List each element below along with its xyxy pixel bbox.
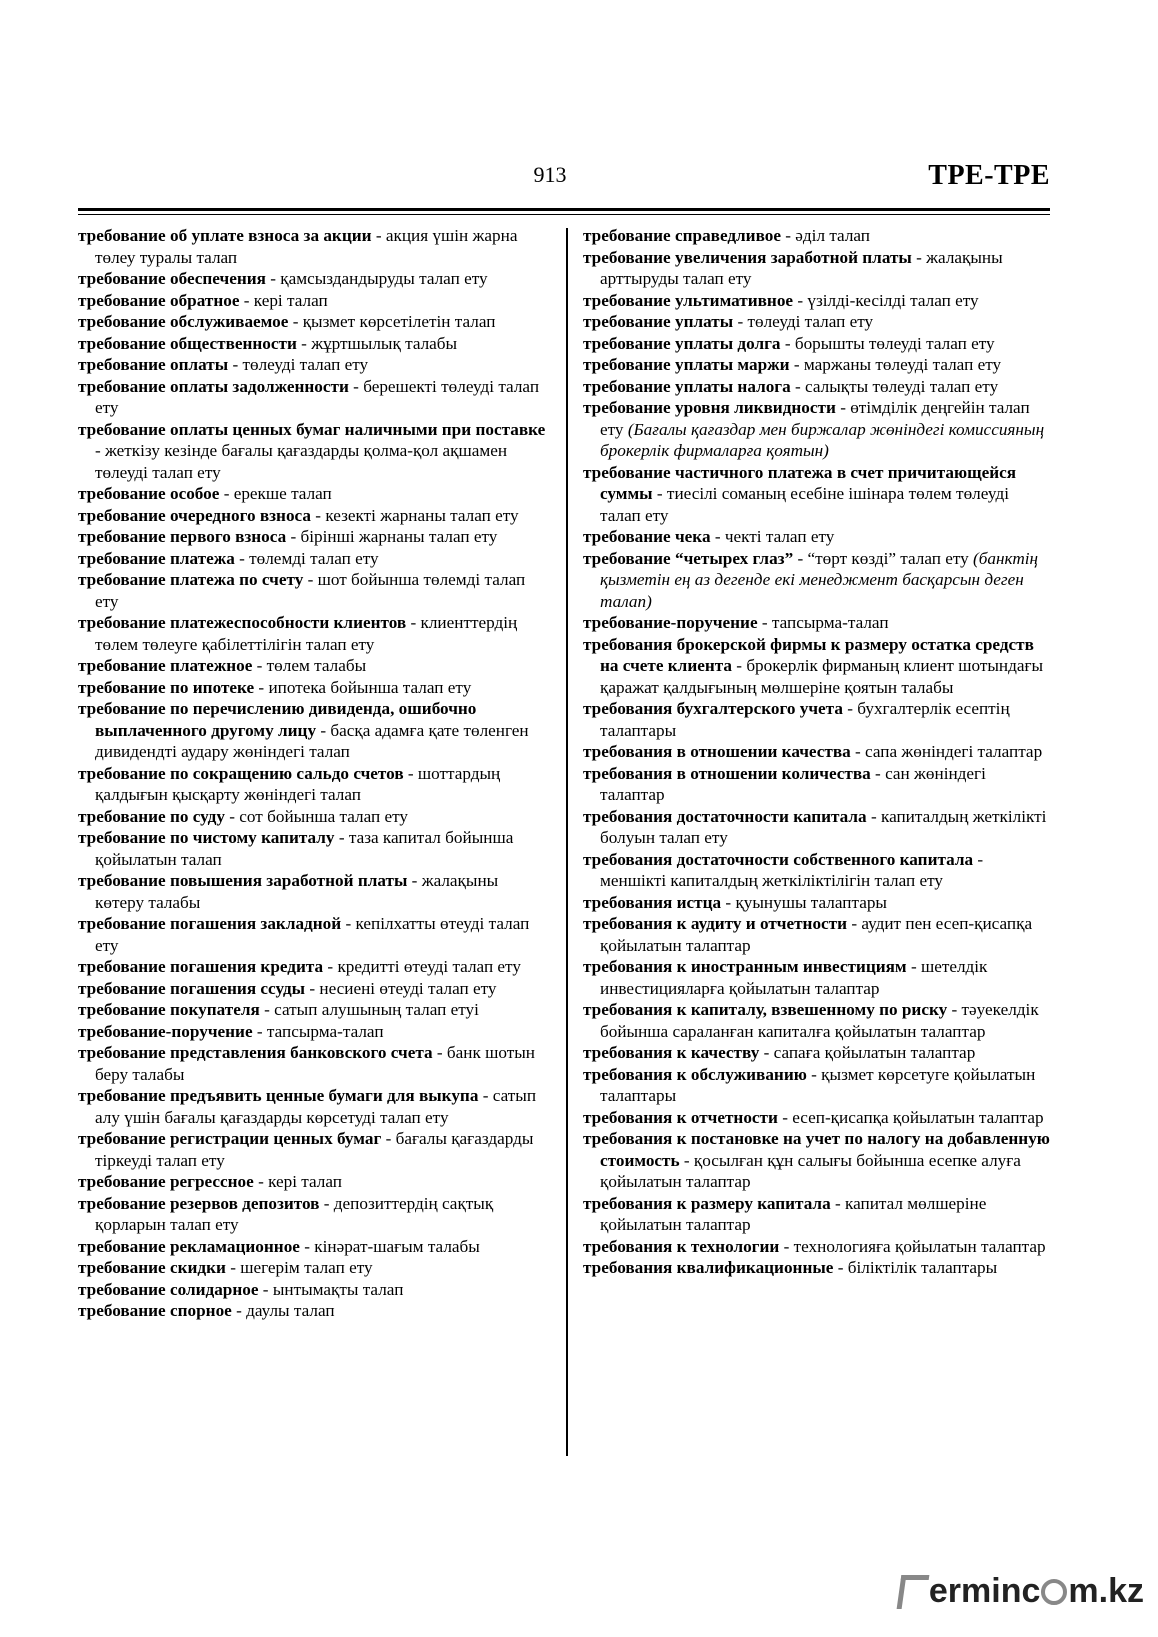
dictionary-entry — [583, 526, 1051, 548]
entry-term: требования к иностранным инвестициям — [583, 957, 907, 976]
entry-term: требования к размеру капитала — [583, 1193, 831, 1213]
dictionary-entry — [78, 913, 550, 956]
entry-term: требование-поручение — [583, 613, 758, 632]
entry-definition: - несиені өтеуді талап ету — [305, 978, 497, 998]
dictionary-entry — [78, 483, 550, 505]
entry-definition: - аудит пен есеп-қисапқа қойылатын талаптар — [600, 914, 1033, 955]
dictionary-entry — [78, 999, 550, 1021]
dictionary-entry — [583, 956, 1051, 999]
entry-definition: - шоттардың қалдығын қысқарту жөніндегі талап — [95, 763, 501, 804]
entry-definition: - қосылған құн салығы бойынша есепке алуға қойылатын талаптар — [600, 1150, 1021, 1191]
dictionary-entry — [78, 677, 550, 699]
dictionary-entry — [78, 268, 550, 290]
entry-term: требование покупателя — [78, 1000, 260, 1019]
entry-definition: - сатып алушының талап етуі — [259, 1000, 479, 1019]
entry-definition: - бағалы қағаздарды тіркеуді талап ету — [95, 1129, 534, 1170]
entry-note: (банктің қызметін ең аз дегенде екі менеджмент басқарсын деген талап) — [600, 548, 1039, 611]
entry-definition: - біліктілік талаптары — [833, 1258, 998, 1277]
entry-term: требование по сокращению сальдо счетов — [78, 763, 404, 783]
entry-term: требование очередного взноса — [78, 505, 311, 525]
entry-term: требования достаточности собственного капитала — [583, 849, 974, 869]
dictionary-entry — [583, 741, 1051, 763]
entry-term: требования брокерской фирмы к размеру остатка средств на счете клиента — [583, 634, 1034, 675]
right-column — [583, 225, 1051, 1279]
dictionary-entry — [583, 1064, 1051, 1107]
entry-definition: - бухгалтерлік есептің талаптары — [600, 699, 1010, 740]
entry-term: требование платежа — [78, 548, 235, 568]
entry-definition: - қамсыздандыруды талап ету — [265, 269, 488, 288]
dictionary-entry — [583, 397, 1051, 462]
dictionary-entry — [78, 1193, 550, 1236]
entry-definition: - кепілхатты өтеуді талап ету — [95, 914, 530, 955]
ring-icon — [1041, 1579, 1067, 1605]
entry-term: требование обратное — [78, 290, 240, 310]
entry-definition: - жұртшылық талабы — [296, 333, 458, 353]
dictionary-entry — [583, 548, 1051, 613]
dictionary-entry — [583, 849, 1051, 892]
entry-term: требование “четырех глаз” — [583, 548, 794, 568]
entry-term: требование уплаты долга — [583, 333, 781, 353]
entry-term: требование представления банковского счета — [78, 1043, 433, 1062]
entry-definition: - басқа адамға қате төленген дивидендті аудару жөніндегі талап — [95, 720, 529, 761]
dictionary-entry — [78, 419, 550, 484]
page-number: 913 — [533, 162, 567, 187]
dictionary-entry — [78, 870, 550, 913]
dictionary-entry — [583, 462, 1051, 527]
entry-definition: - сапа жөніндегі талаптар — [850, 742, 1043, 761]
entry-definition: - өтімділік деңгейін талап ету — [600, 398, 1030, 439]
entry-definition: - сан жөніндегі талаптар — [600, 763, 986, 804]
entry-definition: - борышты төлеуді талап ету — [780, 333, 995, 353]
entry-term: требование частичного платежа в счет причитающейся суммы — [583, 462, 1017, 503]
entry-definition: - шегерім талап ету — [225, 1258, 373, 1277]
entry-term: требование по ипотеке — [78, 677, 255, 697]
dictionary-entry — [78, 978, 550, 1000]
entry-definition: - сатып алу үшін бағалы қағаздарды көрсетуді талап ету — [95, 1086, 537, 1127]
entry-term: требование регрессное — [78, 1172, 254, 1191]
entry-term: требование особое — [78, 484, 220, 503]
entry-term: требования к отчетности — [583, 1107, 778, 1127]
entry-definition: - үзілді-кесілді талап ету — [793, 290, 979, 310]
running-head: ТРЕ-ТРЕ — [928, 160, 1050, 191]
entry-definition: - “төрт көзді” талап ету — [793, 548, 974, 568]
dictionary-entry — [78, 290, 550, 312]
dictionary-entry — [583, 1107, 1051, 1129]
entry-term: требование платежное — [78, 656, 253, 675]
entry-term: требование погашения закладной — [78, 914, 342, 933]
entry-definition: - кезекті жарнаны талап ету — [311, 505, 519, 525]
entry-term: требования к качеству — [583, 1043, 760, 1062]
entry-term: требование общественности — [78, 333, 297, 353]
dictionary-entry — [78, 1128, 550, 1171]
entry-definition: - кері талап — [239, 290, 328, 310]
entry-term: требование увеличения заработной платы — [583, 247, 912, 267]
entry-definition: - бірінші жарнаны талап ету — [286, 527, 498, 546]
entry-definition: - шетелдік инвестицияларға қойылатын талаптар — [600, 957, 988, 998]
entry-term: требование регистрации ценных бумаг — [78, 1129, 382, 1148]
entry-definition: - кінәрат-шағым талабы — [299, 1236, 480, 1256]
entry-term: требование предъявить ценные бумаги для выкупа — [78, 1086, 479, 1105]
dictionary-entry — [583, 1236, 1051, 1258]
entry-term: требования квалификационные — [583, 1258, 834, 1277]
dictionary-entry — [583, 634, 1051, 699]
dictionary-entry — [583, 1193, 1051, 1236]
entry-definition: - таза капитал бойынша қойылатын талап — [95, 828, 514, 869]
dictionary-entry — [78, 548, 550, 570]
watermark-text-2: c — [1021, 1572, 1041, 1610]
dictionary-entry — [78, 1021, 550, 1043]
header-rule-thin — [78, 214, 1050, 215]
dictionary-entry — [583, 376, 1051, 398]
entry-term: требование обеспечения — [78, 269, 266, 288]
entry-definition: - қызмет көрсетілетін талап — [288, 312, 496, 331]
dictionary-entry — [78, 655, 550, 677]
dictionary-entry — [78, 1042, 550, 1085]
entry-definition: - клиенттердің төлем төлеуге қабілеттілігін талап ету — [95, 613, 518, 654]
entry-term: требования к обслуживанию — [583, 1064, 807, 1084]
entry-term: требования достаточности капитала — [583, 806, 867, 826]
entry-definition: - жалақыны көтеру талабы — [95, 871, 499, 912]
entry-definition: - сот бойынша талап ету — [224, 806, 409, 826]
dictionary-entry — [583, 698, 1051, 741]
dictionary-entry — [78, 956, 550, 978]
entry-term: требование справедливое — [583, 226, 781, 245]
entry-definition: - технологияға қойылатын талаптар — [779, 1236, 1046, 1256]
entry-term: требование по суду — [78, 806, 225, 826]
entry-term: требования к капиталу, взвешенному по риску — [583, 1000, 948, 1019]
entry-term: требование уплаты налога — [583, 376, 791, 396]
entry-term: требование оплаты задолженности — [78, 376, 349, 396]
watermark-text-1: ermin — [928, 1572, 1022, 1610]
dictionary-entry — [583, 290, 1051, 312]
entry-definition: - кері талап — [253, 1172, 342, 1191]
entry-definition: - төлемді талап ету — [234, 548, 379, 568]
entry-term: требование по чистому капиталу — [78, 828, 335, 847]
dictionary-entry — [78, 225, 550, 268]
dictionary-entry — [583, 225, 1051, 247]
entry-definition: - әділ талап — [780, 226, 871, 245]
entry-term: требование по перечислению дивиденда, ошибочно выплаченного другому лицу — [78, 699, 477, 740]
entry-definition: - тапсырма-талап — [757, 613, 889, 632]
left-column — [78, 225, 550, 1322]
dictionary-entry — [78, 505, 550, 527]
entry-term: требования к постановке на учет по налогу на добавленную стоимость — [583, 1129, 1050, 1170]
dictionary-entry — [583, 913, 1051, 956]
dictionary-entry — [583, 333, 1051, 355]
entry-term: требование погашения ссуды — [78, 978, 306, 998]
entry-term: требование обслуживаемое — [78, 312, 289, 331]
entry-definition: - жеткізу кезінде бағалы қағаздарды қолма-қол ақшамен төлеуді талап ету — [95, 441, 508, 482]
dictionary-entry — [583, 612, 1051, 634]
entry-definition: - берешекті төлеуді талап ету — [95, 376, 540, 417]
entry-term: требования в отношении качества — [583, 742, 851, 761]
entry-term: требование скидки — [78, 1258, 226, 1277]
entry-definition: - сапаға қойылатын талаптар — [759, 1043, 976, 1062]
dictionary-entry — [583, 247, 1051, 290]
entry-term: требования бухгалтерского учета — [583, 699, 843, 718]
entry-term: требование платежа по счету — [78, 570, 304, 589]
entry-definition: - төлеуді талап ету — [733, 312, 874, 331]
entry-term: требование повышения заработной платы — [78, 871, 408, 890]
entry-term: требование уровня ликвидности — [583, 398, 836, 417]
dictionary-entry — [583, 1042, 1051, 1064]
entry-definition: - қызмет көрсетуге қойылатын талаптары — [600, 1064, 1036, 1105]
entry-definition: - тәуекелдік бойынша сараланған капиталға қойылатын талаптар — [600, 1000, 1039, 1041]
column-divider — [566, 228, 568, 1456]
dictionary-entry — [78, 1236, 550, 1258]
entry-definition: - есеп-қисапқа қойылатын талаптар — [777, 1107, 1044, 1127]
dictionary-entry — [78, 698, 550, 763]
entry-term: требование уплаты — [583, 312, 734, 331]
entry-term: требование солидарное — [78, 1279, 259, 1299]
entry-term: требование первого взноса — [78, 527, 287, 546]
termincom-logo-icon — [897, 1575, 930, 1609]
dictionary-entry — [78, 376, 550, 419]
dictionary-entry — [583, 1257, 1051, 1279]
entry-definition: - жалақыны арттыруды талап ету — [600, 247, 1003, 288]
entry-term: требование ультимативное — [583, 290, 794, 310]
dictionary-entry — [583, 763, 1051, 806]
dictionary-entry — [583, 1128, 1051, 1193]
entry-term: требование уплаты маржи — [583, 355, 790, 374]
dictionary-entry — [78, 526, 550, 548]
dictionary-entry — [78, 763, 550, 806]
entry-term: требование оплаты ценных бумаг наличными при поставке — [78, 419, 546, 439]
entry-definition: - брокерлік фирманың клиент шотындағы қаражат қалдығының мөлшеріне қоятын талабы — [600, 656, 1044, 697]
entry-term: требование рекламационное — [78, 1236, 300, 1256]
entry-definition: - меншікті капиталдың жеткіліктілігін талап ету — [600, 849, 984, 890]
entry-definition: - тиесілі соманың есебіне ішінара төлем төлеуді талап ету — [600, 484, 1009, 525]
dictionary-entry — [583, 311, 1051, 333]
entry-definition: - даулы талап — [231, 1301, 335, 1320]
entry-term: требование спорное — [78, 1301, 232, 1320]
entry-note: (Бағалы қағаздар мен биржалар жөніндегі комиссияның брокерлік фирмаларға қоятын) — [600, 419, 1045, 460]
entry-term: требование оплаты — [78, 355, 229, 374]
dictionary-entry — [78, 1085, 550, 1128]
entry-term: требование платежеспособности клиентов — [78, 613, 407, 632]
entry-term: требования к технологии — [583, 1236, 780, 1256]
dictionary-entry — [78, 311, 550, 333]
dictionary-entry — [78, 1300, 550, 1322]
dictionary-entry — [78, 806, 550, 828]
dictionary-entry — [78, 1171, 550, 1193]
dictionary-entry — [583, 806, 1051, 849]
entry-term: требования в отношении количества — [583, 763, 871, 783]
entry-term: требование об уплате взноса за акции — [78, 226, 372, 245]
termincom-watermark — [899, 1572, 1144, 1611]
dictionary-entry — [583, 999, 1051, 1042]
dictionary-entry — [78, 569, 550, 612]
watermark-text-3: m.kz — [1068, 1572, 1144, 1610]
entry-definition: - тапсырма-талап — [252, 1021, 384, 1041]
header-rule — [78, 208, 1050, 211]
entry-definition: - шот бойынша төлемді талап ету — [95, 570, 526, 611]
entry-definition: - кредитті өтеуді талап ету — [323, 957, 521, 976]
entry-definition: - капиталдың жеткілікті болуын талап ету — [600, 806, 1047, 847]
entry-definition: - қуынушы талаптары — [721, 892, 887, 912]
entry-term: требования к аудиту и отчетности — [583, 914, 848, 933]
dictionary-entry — [78, 1279, 550, 1301]
dictionary-entry — [78, 612, 550, 655]
dictionary-entry — [583, 354, 1051, 376]
entry-term: требование-поручение — [78, 1021, 253, 1041]
entry-definition: - төлем талабы — [252, 656, 367, 675]
dictionary-entry — [78, 827, 550, 870]
entry-definition: - капитал мөлшеріне қойылатын талаптар — [600, 1193, 987, 1234]
entry-term: требование чека — [583, 527, 711, 546]
entry-definition: - салықты төлеуді талап ету — [790, 376, 999, 396]
dictionary-entry — [583, 892, 1051, 914]
entry-definition: - ипотека бойынша талап ету — [254, 677, 472, 697]
entry-definition: - төлеуді талап ету — [228, 355, 369, 374]
entry-definition: - депозиттердің сақтық қорларын талап ету — [95, 1193, 494, 1234]
entry-term: требование погашения кредита — [78, 957, 324, 976]
entry-term: требования истца — [583, 892, 722, 912]
entry-definition: - ынтымақты талап — [258, 1279, 404, 1299]
entry-definition: - чекті талап ету — [710, 527, 835, 546]
entry-definition: - маржаны төлеуді талап ету — [789, 355, 1002, 374]
dictionary-entry — [78, 1257, 550, 1279]
entry-definition: - банк шотын беру талабы — [95, 1043, 535, 1084]
dictionary-entry — [78, 333, 550, 355]
entry-definition: - ерекше талап — [219, 484, 332, 503]
entry-definition: - акция үшін жарна төлеу туралы талап — [95, 226, 518, 267]
dictionary-entry — [78, 354, 550, 376]
entry-term: требование резервов депозитов — [78, 1193, 320, 1213]
